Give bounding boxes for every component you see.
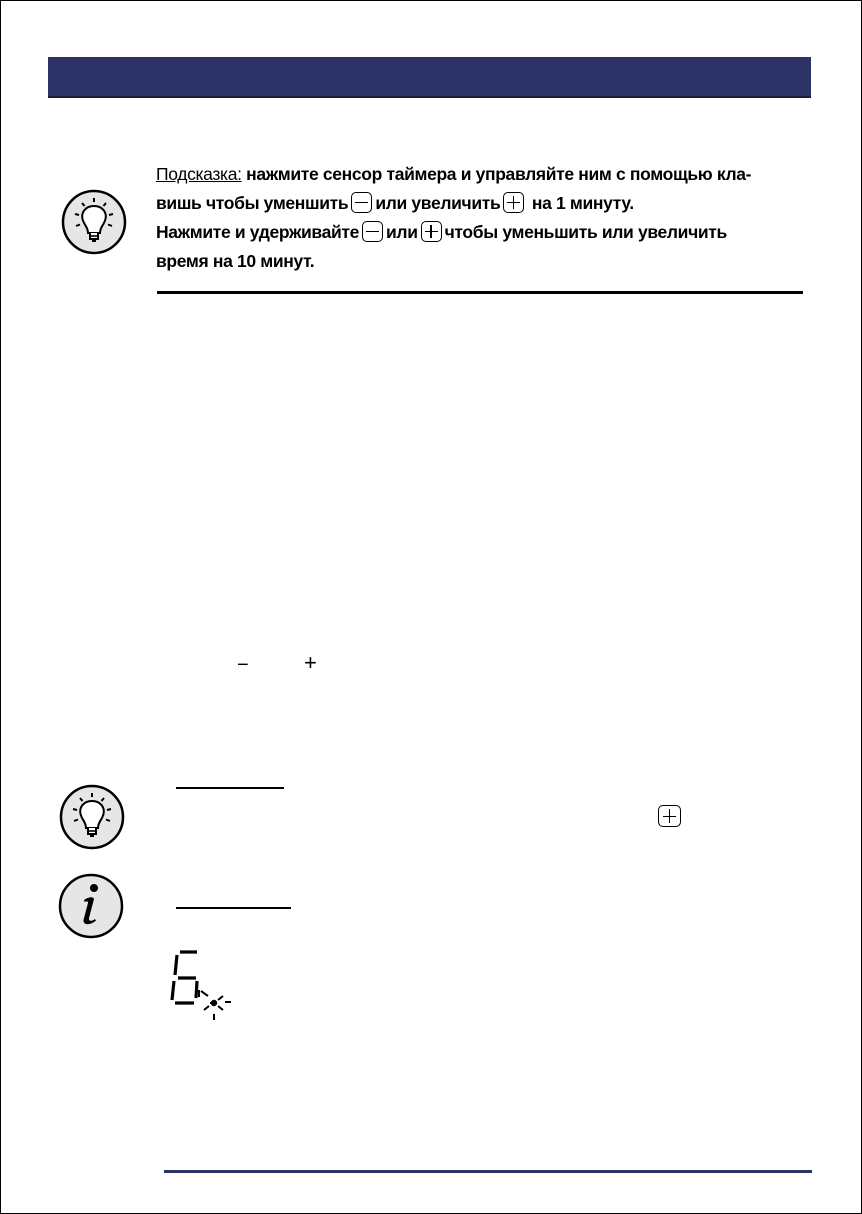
tip-line-1-text: нажмите сенсор таймера и управляйте ним с помощью кла- bbox=[241, 164, 752, 184]
tip-line-3-c: чтобы уменьшить или увеличить bbox=[444, 222, 727, 242]
info-underline bbox=[176, 907, 291, 909]
tip-line-2-a: вишь чтобы уменшить bbox=[156, 193, 349, 213]
tip-label: Подсказка: bbox=[156, 164, 242, 184]
minus-key-icon bbox=[362, 221, 383, 242]
plus-key-icon bbox=[658, 805, 681, 827]
seven-segment-display-icon bbox=[166, 943, 261, 1028]
minus-symbol: − bbox=[237, 654, 249, 676]
lightbulb-icon bbox=[59, 784, 125, 850]
plus-symbol: + bbox=[304, 650, 317, 675]
tip-line-1 bbox=[156, 160, 816, 189]
tip-line-3-a: Нажмите и удерживайте bbox=[156, 222, 360, 242]
tip-divider-rule bbox=[157, 291, 803, 294]
footer-rule bbox=[164, 1170, 812, 1173]
tip-line-2-b: или увеличить bbox=[375, 193, 501, 213]
tip-line-2-c: на 1 минуту. bbox=[531, 193, 634, 213]
info-icon bbox=[58, 873, 124, 939]
plus-key-icon bbox=[503, 192, 524, 213]
tip-line-3-b: или bbox=[386, 222, 418, 242]
lightbulb-icon bbox=[61, 189, 127, 255]
tip-2-underline bbox=[176, 787, 284, 789]
tip-line-2 bbox=[156, 189, 816, 218]
tip-line-4: время на 10 минут. bbox=[156, 251, 315, 271]
tip-line-3 bbox=[156, 218, 816, 247]
section-header-bar bbox=[48, 57, 811, 98]
minus-key-icon bbox=[351, 192, 372, 213]
plus-key-icon bbox=[421, 221, 442, 242]
tip-hint-block bbox=[156, 160, 816, 276]
